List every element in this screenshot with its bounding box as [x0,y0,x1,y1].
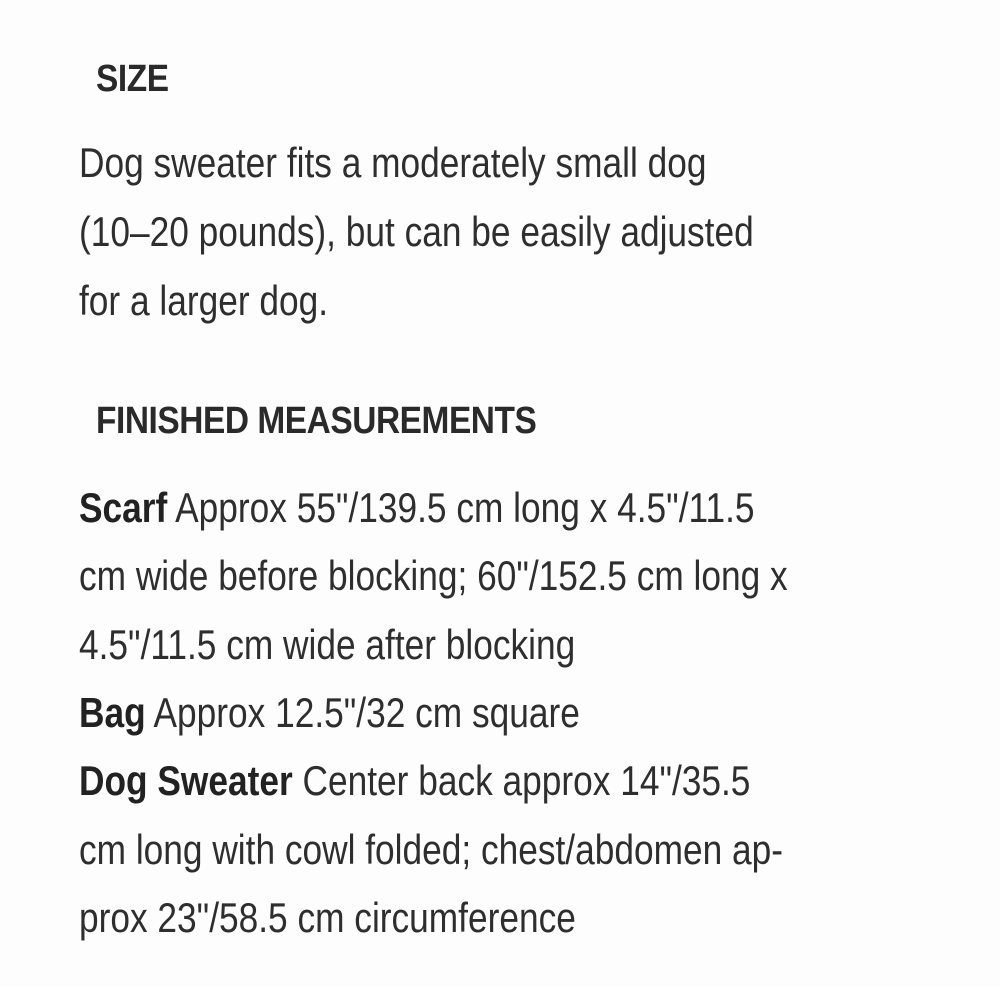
size-text-line-3: for a larger dog. [79,277,329,324]
scarf-label: Scarf [79,484,168,531]
finished-measurements-heading: FINISHED MEASUREMENTS [96,400,537,442]
bag-text-1: Approx 12.5"/32 cm square [145,689,580,736]
dog-sweater-measurement-line-1 [79,757,751,804]
scarf-measurement-line-3: 4.5"/11.5 cm wide after blocking [79,621,576,668]
dog-sweater-measurement-line-2: cm long with cowl folded; chest/abdomen ap- [79,826,784,873]
size-heading: SIZE [96,58,169,100]
dog-sweater-label: Dog Sweater [79,757,293,804]
bag-measurement-line [79,689,580,736]
dog-sweater-text-1: Center back approx 14"/35.5 [292,757,751,804]
size-text-line-2: (10–20 pounds), but can be easily adjusted [79,208,754,255]
bag-label: Bag [79,689,146,736]
scarf-text-1: Approx 55"/139.5 cm long x 4.5"/11.5 [167,484,755,531]
scarf-measurement-line-1 [79,484,755,531]
scarf-measurement-line-2: cm wide before blocking; 60"/152.5 cm long x [79,552,788,599]
size-text-line-1: Dog sweater fits a moderately small dog [79,139,707,186]
dog-sweater-measurement-line-3: prox 23"/58.5 cm circumference [79,894,576,941]
